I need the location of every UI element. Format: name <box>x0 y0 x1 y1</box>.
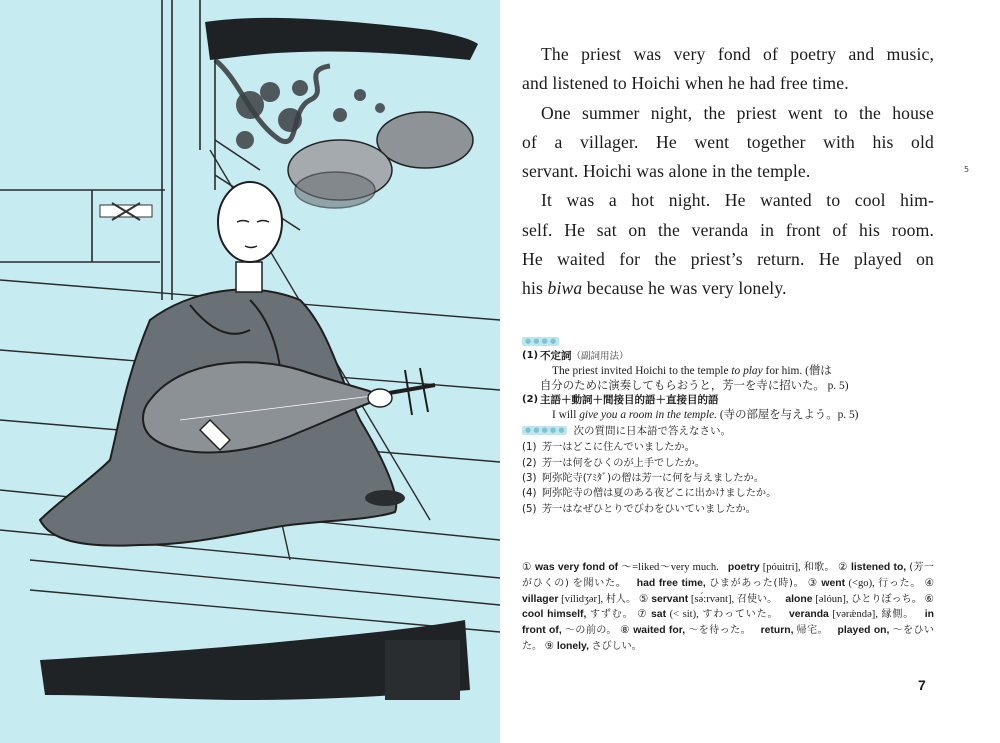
example-text: I will <box>552 408 580 421</box>
vocab-pronunciation: [póuitri], <box>762 562 801 573</box>
vocab-definition: 帰宅。 <box>796 625 829 637</box>
vocab-definition: (芳一がひくの) を聞いた。 <box>522 562 934 589</box>
question-number: (1) <box>522 442 537 454</box>
grammar-example <box>522 364 962 379</box>
example-text: for him. (僧は <box>762 365 832 378</box>
grammar-item <box>522 393 962 408</box>
story-line: One summer night, the priest went to the house <box>541 102 934 123</box>
priest-foot <box>365 490 405 506</box>
vocab-number: ③ <box>807 577 818 589</box>
vocab-pronunciation: [əlóun], <box>815 593 849 605</box>
vocab-definition: (< sit), <box>669 609 699 621</box>
story-line: self. He sat on the veranda in front of his room. <box>522 219 934 240</box>
wall-mark <box>100 203 152 220</box>
vocab-definition: 村人。 <box>605 593 637 605</box>
vocab-definition: 和歌。 <box>803 562 835 573</box>
vocab-word: cool himself, <box>522 609 587 621</box>
story-line: and listened to Hoichi when he had free time. <box>522 73 849 94</box>
vocab-pronunciation: [vílidʒər], <box>561 593 604 605</box>
example-text: (寺の部屋を与えよう。p. 5) <box>717 408 859 421</box>
grammar-item-title: 不定詞 <box>540 349 572 362</box>
vocab-definition: ひまがあった(時)。 <box>709 577 805 589</box>
story-line: The priest was very fond of poetry and music, <box>541 44 934 64</box>
section-tag: ● ● ● ● <box>522 337 559 346</box>
example-italic: to play <box>731 365 763 378</box>
vocab-definition: ひとりぼっち。 <box>851 593 922 605</box>
question-item <box>522 456 962 471</box>
vocab-word: veranda <box>788 609 829 621</box>
grammar-item-number: (2) <box>522 394 539 406</box>
garden-stones <box>288 112 473 208</box>
vocab-number: ⑥ <box>924 593 935 605</box>
example-text: The priest invited Hoichi to the temple <box>552 365 732 378</box>
story-line <box>522 274 934 303</box>
grammar-item-title: 主語＋動詞＋間接目的語＋直接目的語 <box>540 394 719 407</box>
grammar-item-heading <box>540 349 629 365</box>
question-number: (4) <box>522 488 537 500</box>
vocab-word: listened to, <box>850 562 907 573</box>
vocab-word: in front of, <box>522 609 934 637</box>
vocab-word: return, <box>760 625 794 637</box>
vocab-definition: ～をひいた。 <box>522 625 935 652</box>
tree-foliage <box>236 80 385 149</box>
vocab-number: ② <box>837 562 848 573</box>
grammar-item-note: （副詞用法） <box>571 350 629 362</box>
vocab-definition: すずむ。 <box>589 609 634 621</box>
question-text: 芳一はなぜひとりでびわをひいていましたか。 <box>542 503 756 515</box>
vocabulary-notes <box>522 560 934 655</box>
vocab-number: ① <box>522 562 532 573</box>
question-number: (5) <box>522 503 537 515</box>
vocab-definition: 召使い。 <box>736 593 778 605</box>
section-tag: ● ● ● ● ● <box>522 426 567 435</box>
question-number: (2) <box>522 457 537 469</box>
vocab-definition: 縁側。 <box>881 609 915 621</box>
vocab-definition: さびしい。 <box>591 640 642 652</box>
grammar-translation: 自分のために演奏してもらおうと，芳一を寺に招いた。 p. 5) <box>540 379 849 392</box>
vocab-word: waited for, <box>633 625 686 637</box>
vocab-word: servant <box>651 593 689 605</box>
questions-heading <box>522 424 962 439</box>
vocab-pronunciation: [sə́:rvənt], <box>690 593 735 605</box>
questions-instruction: 次の質問に日本語で答えなさい。 <box>573 424 731 437</box>
vocab-definition: 行った。 <box>878 577 922 589</box>
questions-list <box>522 440 962 517</box>
story-fragment: his <box>522 278 548 299</box>
page-number: 7 <box>918 677 926 693</box>
vocab-word: villager <box>522 593 559 605</box>
vocab-definition: ～の前の。 <box>564 625 617 637</box>
story-line: of a villager. He went together with his old <box>522 131 934 152</box>
question-item <box>522 440 962 455</box>
vocab-number: ④ <box>924 577 935 589</box>
story-line: He waited for the priest’s return. He played on <box>522 249 934 270</box>
vocab-definition: ～を待った。 <box>688 625 752 637</box>
question-text: 阿弥陀寺の僧は夏のある夜どこに出かけましたか。 <box>542 488 777 500</box>
question-text: 阿弥陀寺(ｱﾐﾀﾞ)の僧は芳一に何を与えましたか。 <box>542 472 764 484</box>
question-item <box>522 471 962 486</box>
question-number: (3) <box>522 472 537 484</box>
question-text: 芳一はどこに住んでいましたか。 <box>542 442 695 454</box>
vocab-number: ⑤ <box>638 593 649 605</box>
question-item <box>522 502 962 517</box>
roof-ink <box>205 18 478 60</box>
line-number: 5 <box>964 165 970 174</box>
vocab-word: poetry <box>727 562 760 573</box>
vocab-word: was very fond of <box>534 562 619 573</box>
vocab-number: ⑨ <box>544 640 555 652</box>
vocab-word: went <box>821 577 846 589</box>
grammar-section <box>522 334 962 517</box>
grammar-item <box>522 349 962 365</box>
example-italic: give you a room in the temple. <box>579 408 718 421</box>
vocab-definition: ～=liked～very much. <box>621 562 719 573</box>
vocab-definition: (<go), <box>848 577 875 589</box>
story-line: It was a hot night. He wanted to cool him- <box>541 190 934 211</box>
vocab-number: ⑦ <box>637 609 648 621</box>
vocab-word: played on, <box>837 625 890 637</box>
vocab-word: sat <box>651 609 667 621</box>
vocab-word: had free time, <box>636 577 706 589</box>
vocab-definition: すわっていた。 <box>702 609 779 621</box>
vocab-pronunciation: [vərǽndə], <box>832 609 878 621</box>
vocab-number: ⑧ <box>620 625 631 637</box>
story-fragment: because he was very lonely. <box>582 278 787 299</box>
grammar-item-number: (1) <box>522 349 539 361</box>
vocab-word: alone <box>785 593 813 605</box>
vocab-word: lonely, <box>556 640 589 652</box>
story-italic-word: biwa <box>547 278 583 299</box>
story-text <box>522 40 934 304</box>
story-line: servant. Hoichi was alone in the temple. <box>522 161 811 182</box>
question-text: 芳一は何をひくのが上手でしたか。 <box>542 457 705 469</box>
grammar-example <box>522 408 962 423</box>
text-page <box>500 0 1000 743</box>
question-item <box>522 486 962 501</box>
